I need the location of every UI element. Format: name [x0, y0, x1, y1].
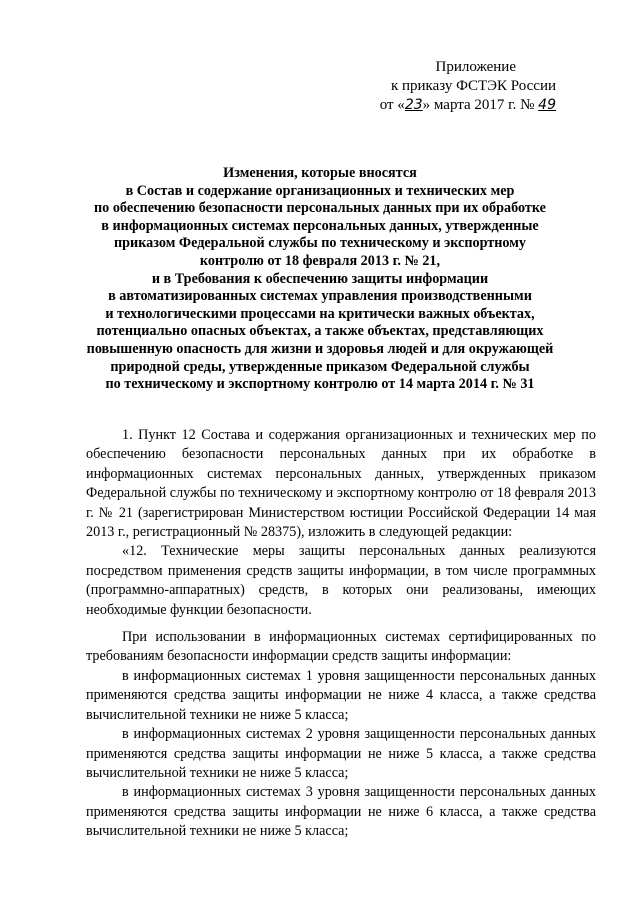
title-line: потенциально опасных объектах, а также объектах, представляющих [96, 323, 544, 340]
document-title [70, 165, 570, 394]
body-paragraph: в информационных системах 2 уровня защищенности персональных данных применяются средства защиты информации не ниже 5 класса, а также средства вычислительной техники не ниже 5 класса; [86, 726, 596, 781]
title-line: в Состав и содержание организационных и технических мер [125, 182, 515, 199]
body-paragraph: в информационных системах 3 уровня защищенности персональных данных применяются средства защиты информации не ниже 6 класса, а также средства вычислительной техники не ниже 5 класса; [86, 784, 596, 840]
title-line: приказом Федеральной службы по техническому и экспортному [113, 235, 527, 252]
title-line: контролю от 18 февраля 2013 г. № 21, [199, 252, 441, 269]
appendix-header [296, 58, 556, 115]
title-line: Изменения, которые вносятся [223, 165, 417, 181]
handwritten-day: 23 [404, 97, 423, 113]
title-line: в автоматизированных системах управления производственными [108, 288, 532, 305]
order-date-line [296, 96, 556, 115]
body-paragraph: При использовании в информационных системах сертифицированных по требованиям безопасности информации средств защиты информации: [86, 629, 596, 665]
date-middle: » марта 2017 г. № [422, 97, 539, 113]
title-line: и технологическими процессами на критически важных объектах, [105, 305, 535, 322]
title-line: в информационных системах персональных данных, утвержденные [101, 217, 539, 234]
appendix-label: Приложение [435, 59, 516, 75]
order-reference: к приказу ФСТЭК России [390, 78, 556, 94]
title-line: по техническому и экспортному контролю от 14 марта 2014 г. № 31 [105, 376, 535, 393]
title-line: природной среды, утвержденные приказом Федеральной службы [110, 358, 530, 375]
body-paragraph: «12. Технические меры защиты персональных данных реализуются посредством применения средств защиты информации, в том числе программных (программно-аппаратных) средств, в которых они реализованы, имеющих необходимые функции безопасности. [86, 543, 596, 618]
title-line: и в Требования к обеспечению защиты информации [151, 270, 489, 287]
handwritten-number: 49 [538, 97, 556, 113]
body-paragraph: 1. Пункт 12 Состава и содержания организационных и технических мер по обеспечению безопасности персональных данных при их обработке в информационных системах персональных данных, утвержденных приказом Федеральной службы по техническому и экспортному контролю от 18 февраля 2013 г. № 21 (зарегистрирован Министерством юстиции Российской Федерации 14 мая 2013 г., регистрационный № 28375), изложить в следующей редакции: [86, 427, 596, 541]
document-body [86, 426, 596, 842]
body-paragraph: в информационных системах 1 уровня защищенности персональных данных применяются средства защиты информации не ниже 4 класса, а также средства вычислительной техники не ниже 5 класса; [86, 667, 596, 723]
date-prefix: от « [379, 97, 405, 113]
title-line: по обеспечению безопасности персональных данных при их обработке [94, 200, 546, 217]
title-line: повышенную опасность для жизни и здоровья людей и для окружающей [86, 340, 554, 357]
